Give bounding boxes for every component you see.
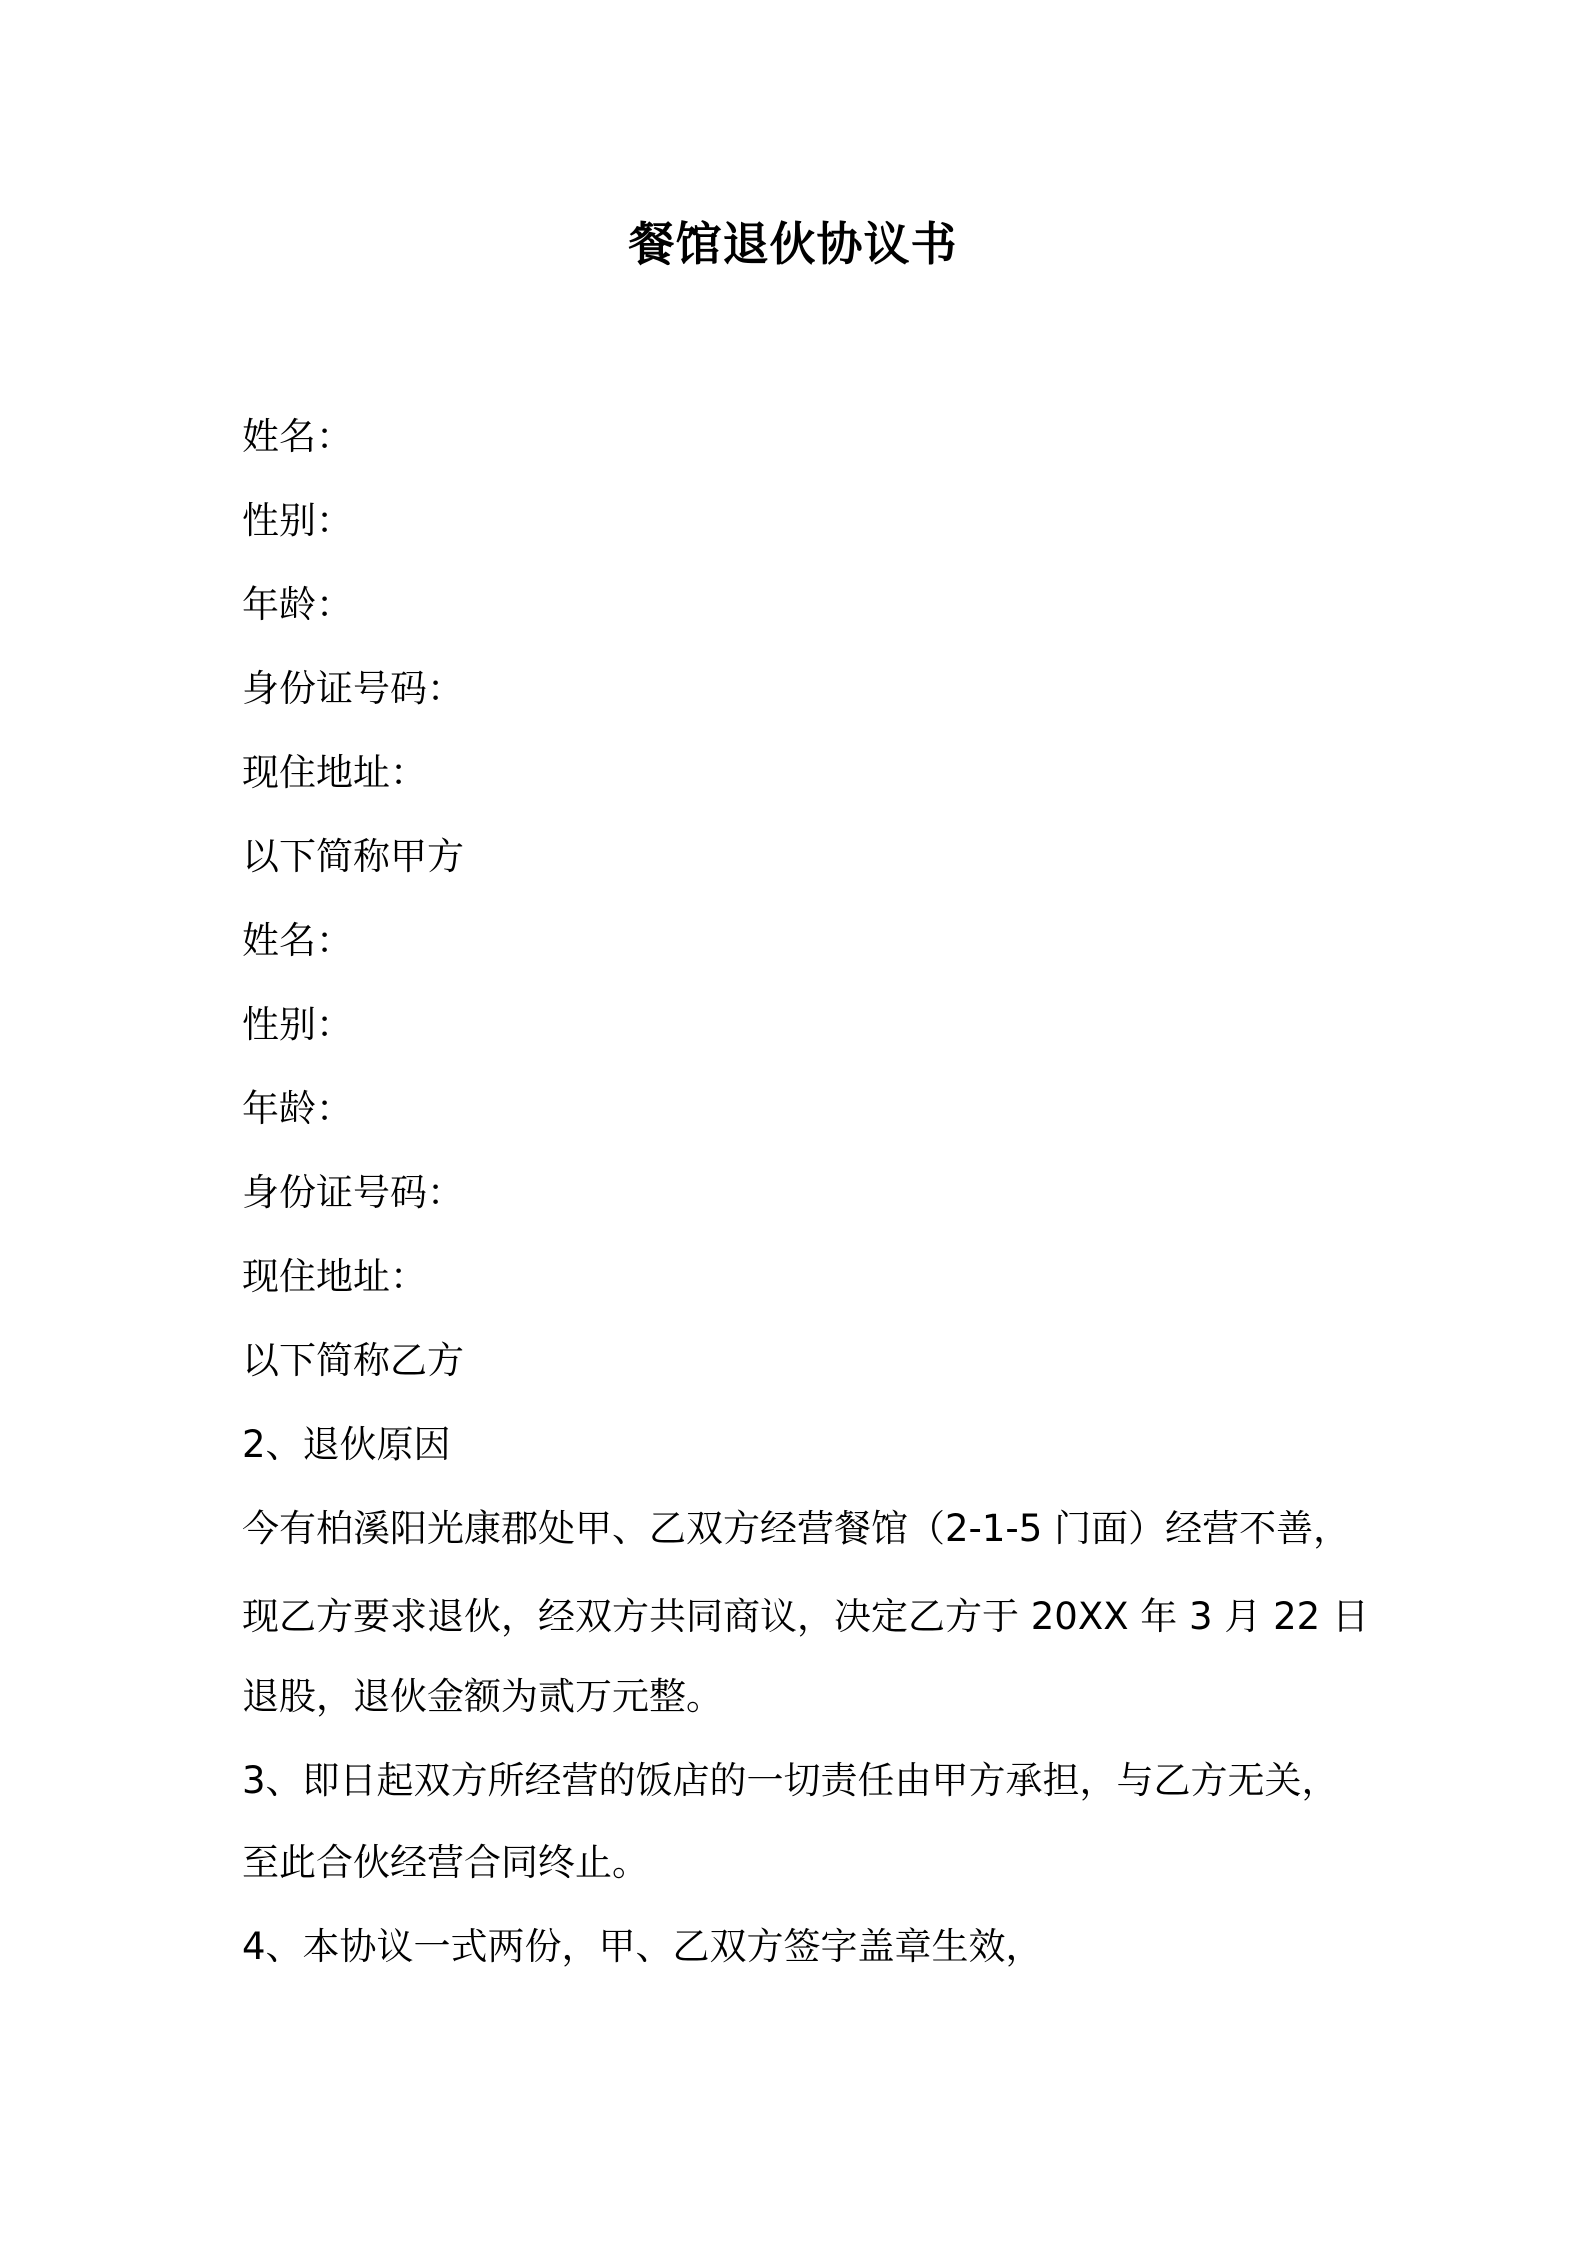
- party-a-alias: 以下简称甲方: [242, 835, 464, 878]
- section-2-heading: 2、退伙原因: [242, 1423, 451, 1466]
- party-b-gender-label: 性别：: [242, 1003, 353, 1046]
- party-b-alias: 以下简称乙方: [242, 1339, 464, 1382]
- party-b-id-label: 身份证号码：: [242, 1171, 464, 1214]
- party-a-name-label: 姓名：: [242, 415, 353, 458]
- party-b-age-label: 年龄：: [242, 1087, 353, 1130]
- section-2-line: 今有柏溪阳光康郡处甲、乙双方经营餐馆（2-1-5 门面）经营不善，: [242, 1507, 1351, 1550]
- party-a-gender-label: 性别：: [242, 499, 353, 542]
- document-title: 餐馆退伙协议书: [628, 217, 958, 271]
- party-a-id-label: 身份证号码：: [242, 667, 464, 710]
- section-2-line: 退股，退伙金额为贰万元整。: [242, 1675, 723, 1718]
- section-4-line: 4、本协议一式两份，甲、乙双方签字盖章生效，: [242, 1925, 1043, 1968]
- section-2-line: 现乙方要求退伙，经双方共同商议，决定乙方于 20XX 年 3 月 22 日: [242, 1595, 1369, 1638]
- section-3-line: 3、即日起双方所经营的饭店的一切责任由甲方承担，与乙方无关，: [242, 1759, 1339, 1802]
- section-3-line: 至此合伙经营合同终止。: [242, 1841, 649, 1884]
- party-b-name-label: 姓名：: [242, 919, 353, 962]
- party-a-address-label: 现住地址：: [242, 751, 427, 794]
- party-b-address-label: 现住地址：: [242, 1255, 427, 1298]
- party-a-age-label: 年龄：: [242, 583, 353, 626]
